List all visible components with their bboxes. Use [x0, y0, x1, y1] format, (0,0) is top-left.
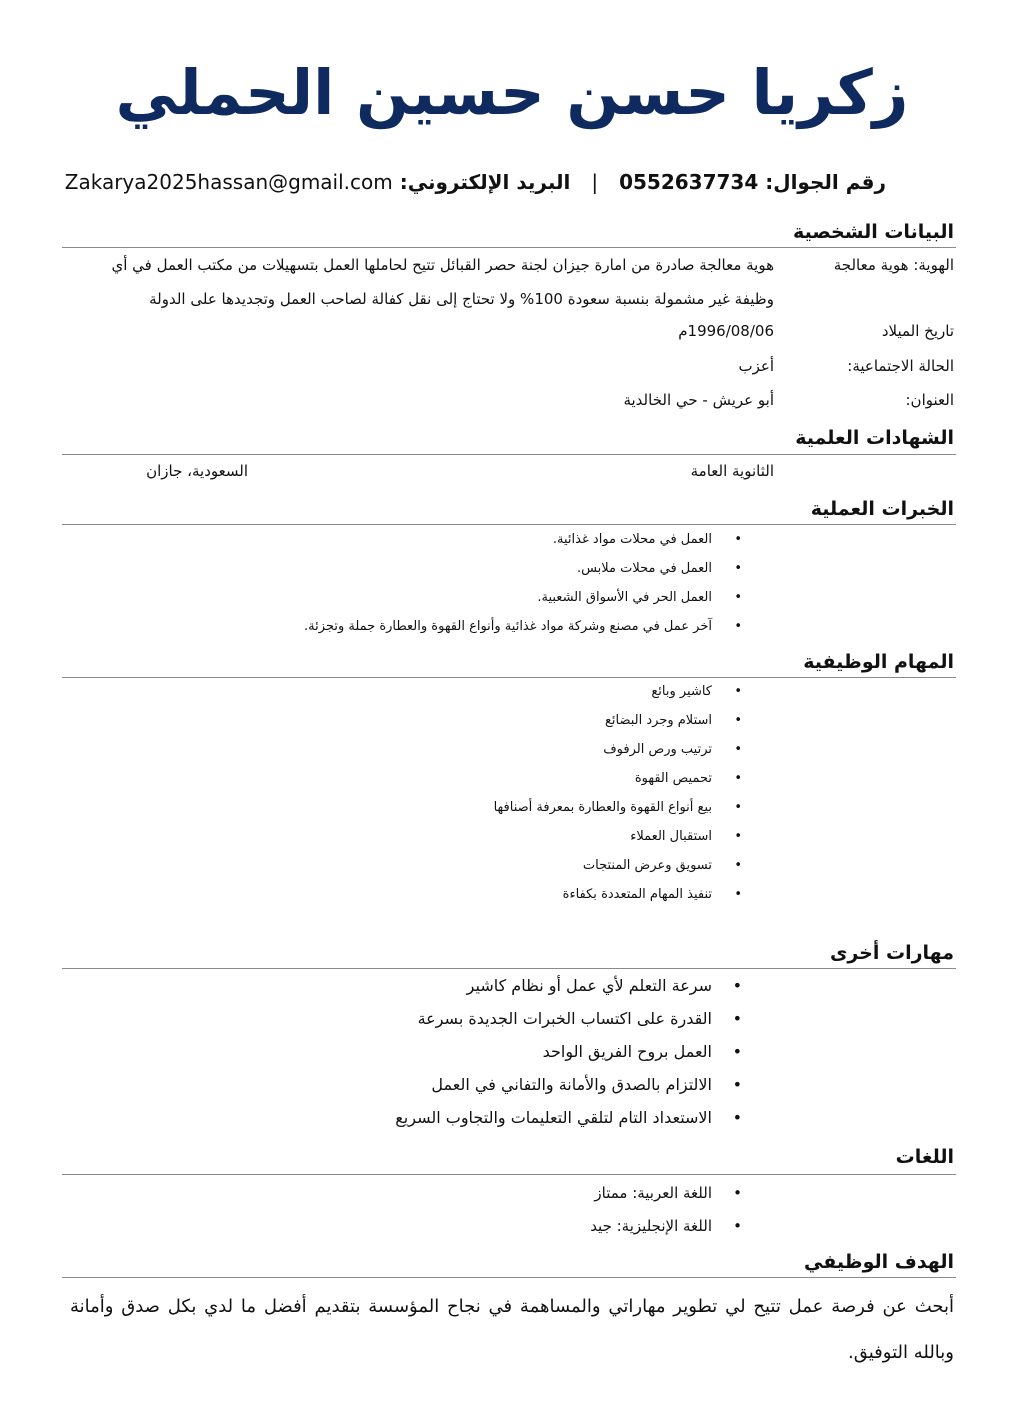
- list-item: • استلام وجرد البضائع: [60, 706, 742, 735]
- bullet-icon: •: [732, 1009, 742, 1028]
- bullet-icon: •: [734, 858, 742, 873]
- list-item: • سرعة التعلم لأي عمل أو نظام كاشير: [60, 969, 742, 1002]
- section-title-languages: اللغات: [895, 1146, 954, 1168]
- address-label: العنوان:: [905, 391, 954, 409]
- bullet-icon: •: [734, 532, 742, 547]
- bullet-icon: •: [734, 684, 742, 699]
- list-item: • العمل في محلات ملابس.: [60, 554, 742, 583]
- list-item: • تسويق وعرض المنتجات: [60, 851, 742, 880]
- section-title-experience: الخبرات العملية: [810, 498, 954, 520]
- bullet-icon: •: [733, 1184, 742, 1202]
- phone-number: 0552637734: [619, 170, 759, 194]
- list-item: • القدرة على اكتساب الخبرات الجديدة بسرعة: [60, 1002, 742, 1035]
- list-item: • كاشير وبائع: [60, 677, 742, 706]
- list-item: • الالتزام بالصدق والأمانة والتفاني في العمل: [60, 1068, 742, 1101]
- list-item: • العمل بروح الفريق الواحد: [60, 1035, 742, 1068]
- list-item: • آخر عمل في مصنع وشركة مواد غذائية وأنواع القهوة والعطارة جملة وتجزئة.: [60, 612, 742, 641]
- list-item: • ترتيب ورص الرفوف: [60, 735, 742, 764]
- list-item: • بيع أنواع القهوة والعطارة بمعرفة أصنافها: [60, 793, 742, 822]
- bullet-icon: •: [734, 619, 742, 634]
- list-item: • العمل الحر في الأسواق الشعبية.: [60, 583, 742, 612]
- address-value: أبو عريش - حي الخالدية: [623, 391, 774, 409]
- contact-line: [64, 168, 886, 196]
- id-value: هوية معالجة صادرة من امارة جيزان لجنة حصر القبائل تتيح لحاملها العمل بتسهيلات من مكتب العمل في أي وظيفة غير مشمولة بنسبة سعودة 100% ولا تحتاج إلى نقل كفالة لصاحب العمل وتجديدها على الدولة: [111, 256, 774, 308]
- id-label: الهوية: هوية معالجة: [833, 256, 954, 274]
- section-title-education: الشهادات العلمية: [795, 427, 954, 449]
- section-divider: [62, 1277, 956, 1278]
- bullet-icon: •: [734, 829, 742, 844]
- duties-list: [60, 677, 742, 909]
- list-item: • استقبال العملاء: [60, 822, 742, 851]
- bullet-icon: •: [734, 771, 742, 786]
- marital-value: أعزب: [738, 357, 774, 375]
- objective-text: أبحث عن فرصة عمل تتيح لي تطوير مهاراتي والمساهمة في نجاح المؤسسة بتقديم أفضل ما لدي بكل صدق وأمانة وبالله التوفيق.: [70, 1296, 954, 1363]
- bullet-icon: •: [732, 1108, 742, 1127]
- skills-list: [60, 969, 742, 1134]
- experience-list: [60, 525, 742, 641]
- languages-list: [60, 1177, 742, 1243]
- education-place: السعودية، جازان: [146, 462, 248, 480]
- list-item: • اللغة العربية: ممتاز: [60, 1177, 742, 1210]
- bullet-icon: •: [732, 1042, 742, 1061]
- email-label: البريد الإلكتروني:: [399, 170, 571, 194]
- list-item: • الاستعداد التام لتلقي التعليمات والتجاوب السريع: [60, 1101, 742, 1134]
- bullet-icon: •: [734, 561, 742, 576]
- section-title-skills: مهارات أخرى: [829, 942, 954, 964]
- bullet-icon: •: [734, 887, 742, 902]
- contact-separator: |: [591, 170, 599, 194]
- bullet-icon: •: [734, 742, 742, 757]
- personal-id-row: [70, 254, 954, 324]
- dob-value: 1996/08/06م: [678, 322, 774, 340]
- section-divider: [62, 1174, 956, 1175]
- phone-label: رقم الجوال:: [765, 170, 886, 194]
- bullet-icon: •: [734, 713, 742, 728]
- section-title-personal: البيانات الشخصية: [793, 221, 954, 243]
- bullet-icon: •: [732, 976, 742, 995]
- list-item: • تحميص القهوة: [60, 764, 742, 793]
- bullet-icon: •: [734, 800, 742, 815]
- marital-label: الحالة الاجتماعية:: [847, 357, 954, 375]
- bullet-icon: •: [732, 1075, 742, 1094]
- bullet-icon: •: [734, 590, 742, 605]
- dob-label: تاريخ الميلاد: [881, 322, 954, 340]
- bullet-icon: •: [733, 1217, 742, 1235]
- list-item: • تنفيذ المهام المتعددة بكفاءة: [60, 880, 742, 909]
- section-title-duties: المهام الوظيفية: [803, 651, 954, 673]
- list-item: • العمل في محلات مواد غذائية.: [60, 525, 742, 554]
- list-item: • اللغة الإنجليزية: جيد: [60, 1210, 742, 1243]
- section-title-objective: الهدف الوظيفي: [804, 1251, 954, 1273]
- section-divider: [62, 454, 956, 455]
- email-address[interactable]: Zakarya2025hassan@gmail.com: [64, 170, 393, 194]
- education-degree: الثانوية العامة: [690, 462, 774, 480]
- candidate-name: زكريا حسن حسين الحملي: [115, 56, 909, 129]
